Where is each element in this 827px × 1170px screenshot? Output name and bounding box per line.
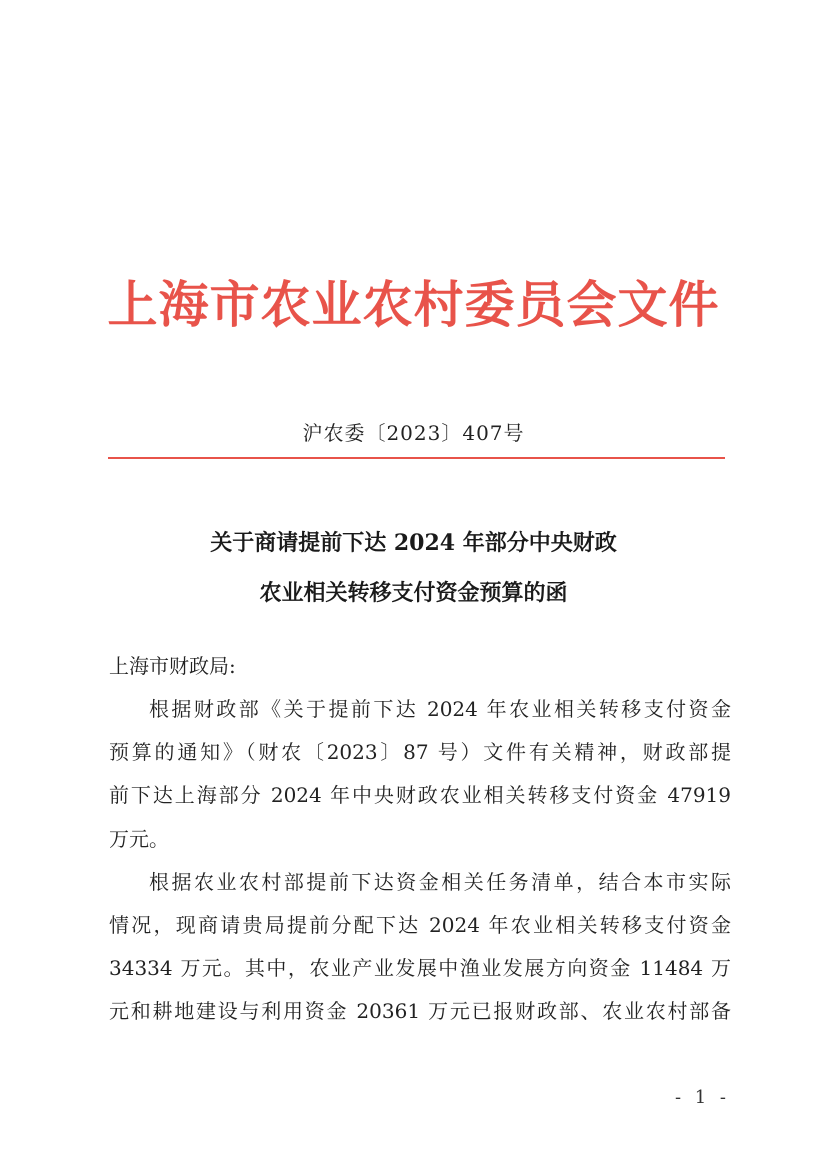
document-number: 沪农委〔2023〕407号 bbox=[302, 421, 525, 445]
paragraph-line: 预算的通知》（财农〔2023〕87 号）文件有关精神，财政部提 bbox=[109, 740, 731, 765]
paragraph-1 bbox=[109, 688, 731, 861]
page-number: - 1 - bbox=[674, 1087, 730, 1108]
paragraph-line: 根据农业农村部提前下达资金相关任务清单，结合本市实际 bbox=[149, 869, 731, 894]
paragraph-line: 情况，现商请贵局提前分配下达 2024 年农业相关转移支付资金 bbox=[109, 913, 731, 938]
paragraph-line: 前下达上海部分 2024 年中央财政农业相关转移支付资金 47919 bbox=[109, 783, 731, 808]
paragraph-line: 根据财政部《关于提前下达 2024 年农业相关转移支付资金 bbox=[149, 697, 731, 721]
addressee: 上海市财政局: bbox=[109, 654, 236, 678]
paragraph-line: 元和耕地建设与利用资金 20361 万元已报财政部、农业农村部备 bbox=[109, 999, 731, 1024]
masthead-title: 上海市农业农村委员会文件 bbox=[107, 275, 720, 334]
document-body bbox=[109, 644, 731, 1034]
paragraph-2 bbox=[109, 861, 731, 1034]
paragraph-line: 万元。 bbox=[109, 826, 169, 851]
document-title bbox=[0, 518, 827, 618]
title-line-2: 农业相关转移支付资金预算的函 bbox=[259, 580, 568, 606]
title-line-1: 关于商请提前下达 2024 年部分中央财政 bbox=[210, 530, 617, 556]
red-divider-line bbox=[108, 457, 725, 459]
paragraph-line: 34334 万元。其中，农业产业发展中渔业发展方向资金 11484 万 bbox=[109, 956, 731, 981]
